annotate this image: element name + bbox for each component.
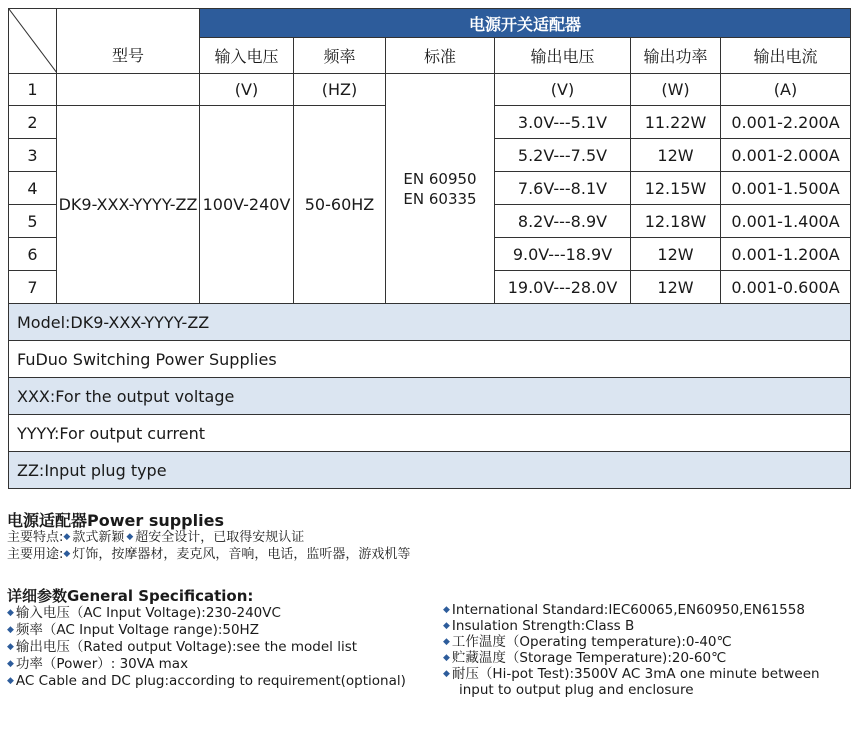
output-current-cell: 0.001-2.000A [721,139,851,172]
output-voltage-header: 输出电压 [495,38,631,74]
model-value: DK9-XXX-YYYY-ZZ [57,106,200,304]
frequency-unit: (HZ) [294,74,386,106]
desc-model: Model:DK9-XXX-YYYY-ZZ [9,304,851,341]
output-voltage-cell: 8.2V---8.9V [495,205,631,238]
diamond-bullet-icon: ◆ [7,625,14,635]
spec-item: 耐压（Hi-pot Test):3500V AC 3mA one minute between [451,666,820,682]
spec-item: 频率（AC Input Voltage range):50HZ [15,622,259,638]
diamond-bullet-icon: ◆ [63,532,71,542]
diamond-bullet-icon: ◆ [7,676,14,686]
features-label: 主要特点: [7,530,64,545]
model-unit-cell [57,74,200,106]
frequency-value: 50-60HZ [294,106,386,304]
output-current-cell: 0.001-2.200A [721,106,851,139]
info-block [7,512,410,563]
row-number: 3 [9,139,57,172]
table-title: 电源开关适配器 [200,9,851,38]
spec-item: 功率（Power）: 30VA max [15,656,189,672]
diamond-bullet-icon: ◆ [7,642,14,652]
spec-item-continuation: input to output plug and enclosure [459,682,694,698]
output-voltage-unit: (V) [495,74,631,106]
frequency-header: 频率 [294,38,386,74]
desc-xxx: XXX:For the output voltage [9,378,851,415]
spec-table [8,8,851,489]
standard-header: 标准 [386,38,495,74]
diamond-bullet-icon: ◆ [7,608,14,618]
diamond-bullet-icon: ◆ [443,637,450,647]
output-power-header: 输出功率 [631,38,721,74]
model-header: 型号 [57,9,200,74]
row-number: 2 [9,106,57,139]
diamond-bullet-icon: ◆ [63,549,71,559]
row-number: 1 [9,74,57,106]
diamond-bullet-icon: ◆ [443,653,450,663]
spec-title: 详细参数General Specification: [7,587,254,605]
output-voltage-cell: 5.2V---7.5V [495,139,631,172]
standard-line: EN 60950 [403,169,477,188]
output-current-cell: 0.001-1.400A [721,205,851,238]
spec-item: 贮藏温度（Storage Temperature):20-60℃ [451,650,727,666]
row-number: 6 [9,238,57,271]
standard-line: EN 60335 [403,189,477,208]
diamond-bullet-icon: ◆ [443,669,450,679]
diamond-bullet-icon: ◆ [443,605,450,615]
feature-item: 超安全设计，已取得安规认证 [135,530,305,545]
spec-item: 输入电压（AC Input Voltage):230-240VC [15,605,281,621]
output-current-cell: 0.001-0.600A [721,271,851,304]
spec-item: International Standard:IEC60065,EN60950,EN61558 [451,602,805,618]
spec-item: 工作温度（Operating temperature):0-40℃ [451,634,732,650]
output-current-header: 输出电流 [721,38,851,74]
output-power-cell: 12.15W [631,172,721,205]
output-current-cell: 0.001-1.200A [721,238,851,271]
input-voltage-value: 100V-240V [200,106,294,304]
uses-list: 灯饰，按摩器材，麦克风，音响，电话，监听器，游戏机等 [72,547,411,562]
output-current-unit: (A) [721,74,851,106]
row-number: 4 [9,172,57,205]
desc-zz: ZZ:Input plug type [9,452,851,489]
info-title: 电源适配器Power supplies [7,511,224,530]
diagonal-corner-cell [9,9,57,74]
spec-block-right [443,602,820,698]
spec-item: Insulation Strength:Class B [451,618,635,634]
row-number: 5 [9,205,57,238]
spec-block [7,588,406,690]
standard-value [386,74,495,304]
feature-item: 款式新颖 [72,530,125,545]
output-voltage-cell: 19.0V---28.0V [495,271,631,304]
input-voltage-unit: (V) [200,74,294,106]
spec-item: AC Cable and DC plug:according to requirement(optional) [15,673,406,689]
row-number: 7 [9,271,57,304]
output-voltage-cell: 3.0V---5.1V [495,106,631,139]
diamond-bullet-icon: ◆ [126,532,134,542]
output-voltage-cell: 7.6V---8.1V [495,172,631,205]
output-voltage-cell: 9.0V---18.9V [495,238,631,271]
desc-brand: FuDuo Switching Power Supplies [9,341,851,378]
desc-yyyy: YYYY:For output current [9,415,851,452]
uses-label: 主要用途: [7,547,64,562]
output-power-cell: 11.22W [631,106,721,139]
output-power-cell: 12W [631,139,721,172]
output-power-cell: 12.18W [631,205,721,238]
diamond-bullet-icon: ◆ [443,621,450,631]
input-voltage-header: 输入电压 [200,38,294,74]
spec-item: 输出电压（Rated output Voltage):see the model list [15,639,358,655]
diamond-bullet-icon: ◆ [7,659,14,669]
output-power-cell: 12W [631,271,721,304]
output-current-cell: 0.001-1.500A [721,172,851,205]
output-power-cell: 12W [631,238,721,271]
output-power-unit: (W) [631,74,721,106]
